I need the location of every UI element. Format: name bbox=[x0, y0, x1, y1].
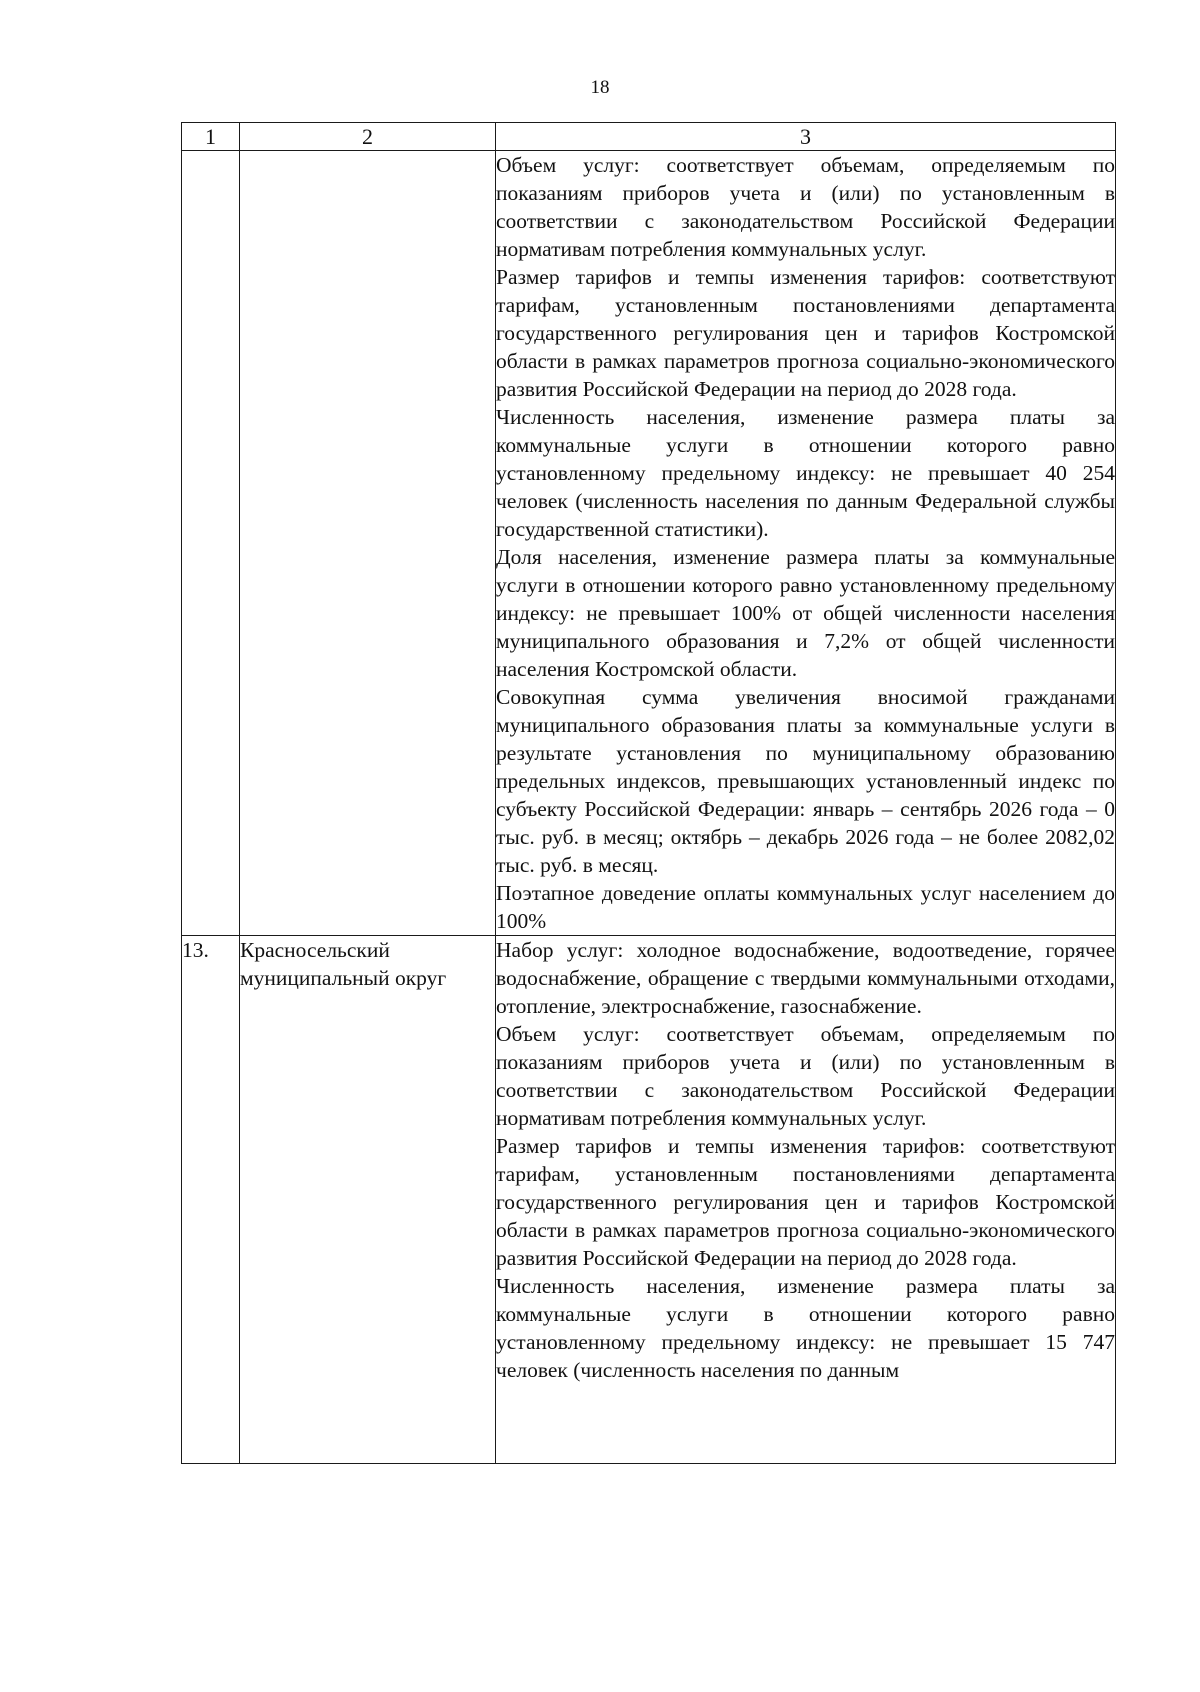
paragraph-tariffs: Размер тарифов и темпы изменения тарифов: соответствуют тарифам, установленным постановлениями департамента государственного регулирования цен и тарифов Костромской области в рамках параметров прогноза социально-экономического развития Российской Федерации на период до 2028 года. bbox=[496, 1134, 1115, 1270]
table-row-continuation bbox=[182, 151, 1116, 936]
paragraph-total-increase: Совокупная сумма увеличения вносимой гражданами муниципального образования платы за коммунальные услуги в результате установления по муниципальному образованию предельных индексов, превышающих установленный индекс по субъекту Российской Федерации: январь – сентябрь 2026 года – 0 тыс. руб. в месяц; октябрь – декабрь 2026 года – не более 2082,02 тыс. руб. в месяц. bbox=[496, 685, 1115, 877]
paragraph-tariffs: Размер тарифов и темпы изменения тарифов: соответствуют тарифам, установленным постановлениями департамента государственного регулирования цен и тарифов Костромской области в рамках параметров прогноза социально-экономического развития Российской Федерации на период до 2028 года. bbox=[496, 265, 1115, 401]
paragraph-service-set: Набор услуг: холодное водоснабжение, водоотведение, горячее водоснабжение, обращение с твердыми коммунальными отходами, отопление, электроснабжение, газоснабжение. bbox=[496, 938, 1115, 1018]
paragraph-population-share: Доля населения, изменение размера платы за коммунальные услуги в отношении которого равно установленному предельному индексу: не превышает 100% от общей численности населения муниципального образования и 7,2% от общей численности населения Костромской области. bbox=[496, 545, 1115, 681]
row-number-cell-empty bbox=[182, 151, 240, 936]
row-description-content bbox=[496, 936, 1115, 1458]
row-name-cell-empty bbox=[240, 151, 496, 936]
paragraph-population: Численность населения, изменение размера платы за коммунальные услуги в отношении которого равно установленному предельному индексу: не превышает 15 747 человек (численность населения по данным bbox=[496, 1274, 1115, 1382]
table-row-13 bbox=[182, 936, 1116, 1464]
column-header-1: 1 bbox=[182, 123, 240, 151]
column-header-3: 3 bbox=[496, 123, 1116, 151]
paragraph-population: Численность населения, изменение размера платы за коммунальные услуги в отношении которого равно установленному предельному индексу: не превышает 40 254 человек (численность населения по данным Федеральной службы государственной статистики). bbox=[496, 405, 1115, 541]
paragraph-gradual-payment: Поэтапное доведение оплаты коммунальных услуг населением до 100% bbox=[496, 881, 1115, 933]
row-description-cell bbox=[496, 151, 1116, 936]
column-header-2: 2 bbox=[240, 123, 496, 151]
paragraph-volume: Объем услуг: соответствует объемам, определяемым по показаниям приборов учета и (или) по установленным в соответствии с законодательством Российской Федерации нормативам потребления коммунальных услуг. bbox=[496, 1022, 1115, 1130]
paragraph-volume: Объем услуг: соответствует объемам, определяемым по показаниям приборов учета и (или) по установленным в соответствии с законодательством Российской Федерации нормативам потребления коммунальных услуг. bbox=[496, 153, 1115, 261]
services-table bbox=[181, 122, 1116, 1464]
table-header-row bbox=[182, 123, 1116, 151]
row-description-cell bbox=[496, 936, 1116, 1464]
municipality-name: Красносельский муниципальный округ bbox=[240, 936, 496, 1464]
row-number: 13. bbox=[182, 936, 240, 1464]
page-number: 18 bbox=[590, 77, 610, 98]
